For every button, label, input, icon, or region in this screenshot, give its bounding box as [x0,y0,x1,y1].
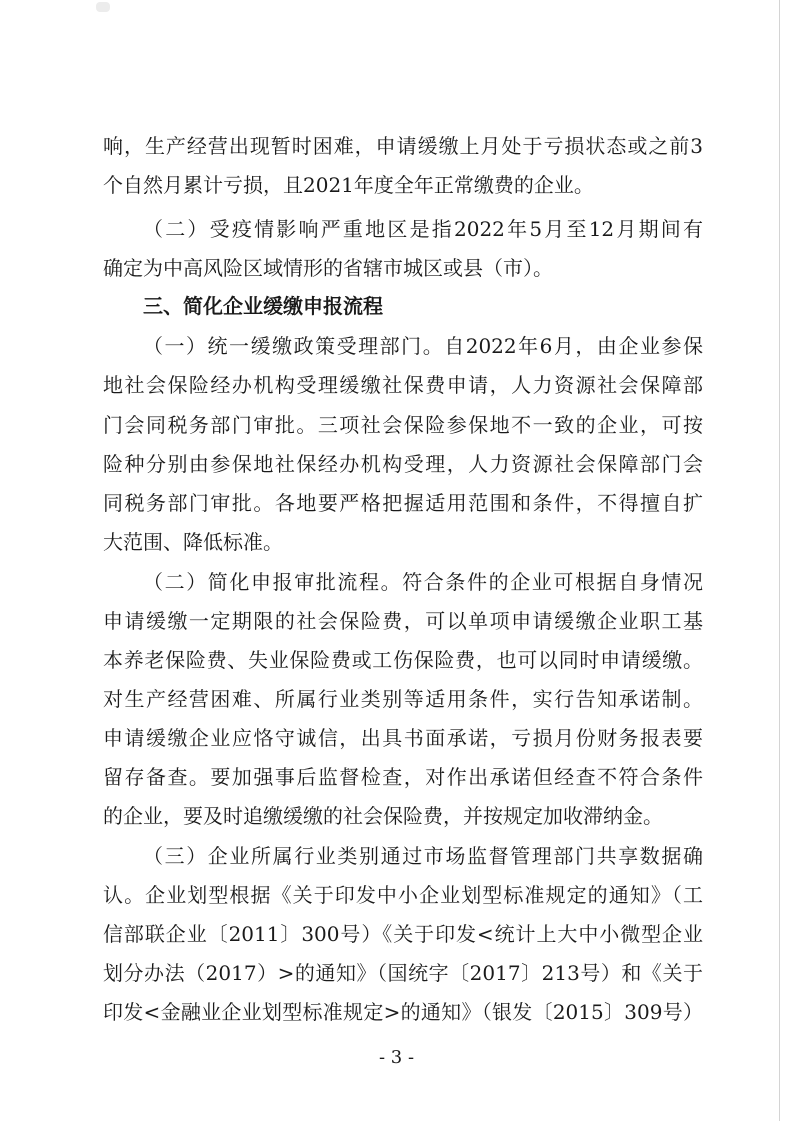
body-text-line: 的企业，要及时追缴缓缴的社会保险费，并按规定加收滞纳金。 [103,804,663,828]
body-text-line: 印发<金融业企业划型标准规定>的通知》（银发〔2015〕309号） [103,1000,703,1024]
scan-edge-line [779,0,780,1121]
body-text-line: 认。企业划型根据《关于印发中小企业划型标准规定的通知》（工 [103,883,703,907]
body-text-line: （三）企业所属行业类别通过市场监督管理部门共享数据确 [143,844,703,868]
body-text-line: 对生产经营困难、所属行业类别等适用条件，实行告知承诺制。 [103,687,703,711]
body-text-line: 划分办法（2017）>的通知》（国统字〔2017〕213号）和《关于 [103,961,703,985]
body-text-line: 险种分别由参保地社保经办机构受理，人力资源社会保障部门会 [103,452,703,476]
body-text-line: 地社会保险经办机构受理缓缴社保费申请，人力资源社会保障部 [103,373,703,397]
body-text-line: 信部联企业〔2011〕300号）《关于印发<统计上大中小微型企业 [103,922,703,946]
body-text-line: （二）简化申报审批流程。符合条件的企业可根据自身情况 [143,570,703,594]
body-text-line: 确定为中高风险区域情形的省辖市城区或县（市）。 [103,256,553,280]
body-text-line: 本养老保险费、失业保险费或工伤保险费，也可以同时申请缓缴。 [103,648,703,672]
body-text-line: 大范围、降低标准。 [103,530,283,554]
scan-mark [96,2,110,12]
body-text-line: （一）统一缓缴政策受理部门。自2022年6月，由企业参保 [143,334,703,358]
body-text-line: 同税务部门审批。各地要严格把握适用范围和条件，不得擅自扩 [103,491,703,515]
body-text-line: 申请缓缴企业应恪守诚信，出具书面承诺，亏损月份财务报表要 [103,726,703,750]
page-number: - 3 - [378,1047,415,1068]
body-text-line: （二）受疫情影响严重地区是指2022年5月至12月期间有 [143,217,703,241]
body-text-line: 响，生产经营出现暂时困难，申请缓缴上月处于亏损状态或之前3 [103,134,703,158]
section-heading: 三、简化企业缓缴申报流程 [143,294,383,318]
body-text-line: 留存备查。要加强事后监督检查，对作出承诺但经查不符合条件 [103,765,703,789]
body-text-line: 申请缓缴一定期限的社会保险费，可以单项申请缓缴企业职工基 [103,609,703,633]
body-text-line: 门会同税务部门审批。三项社会保险参保地不一致的企业，可按 [103,413,703,437]
body-text-line: 个自然月累计亏损，且2021年度全年正常缴费的企业。 [103,173,594,197]
